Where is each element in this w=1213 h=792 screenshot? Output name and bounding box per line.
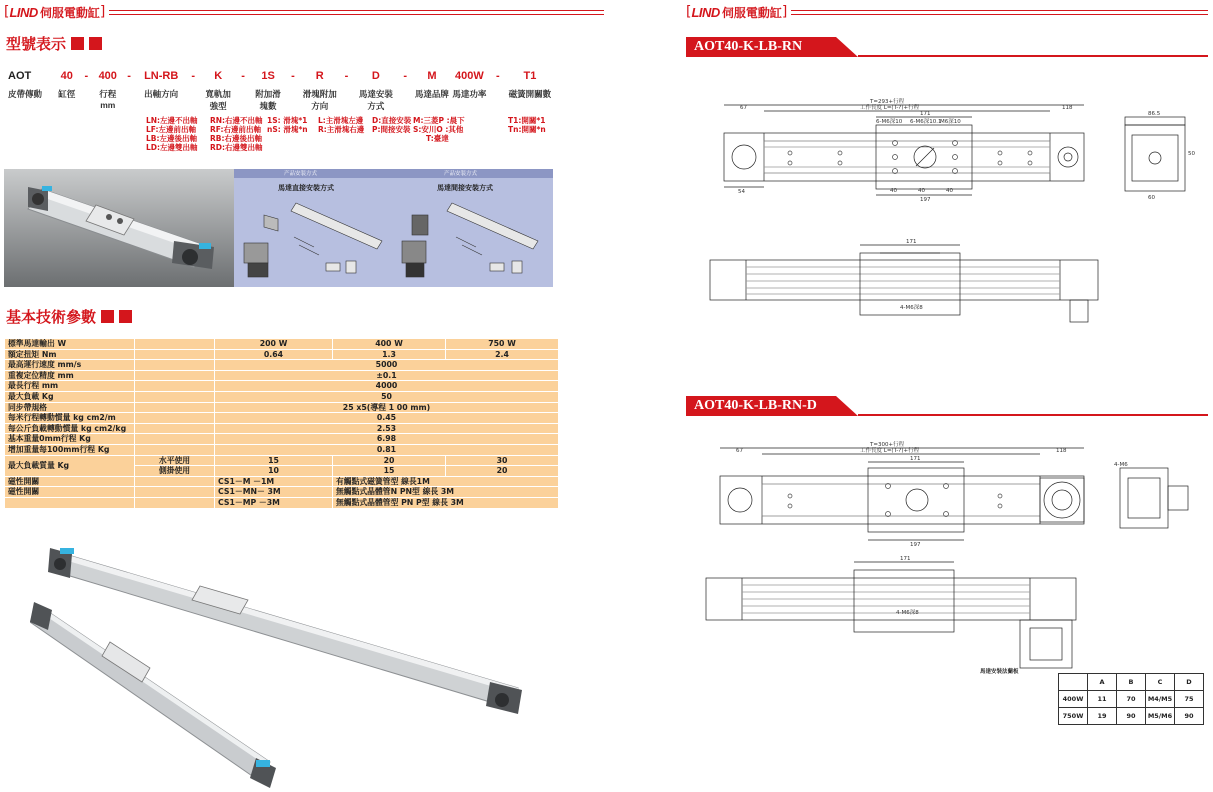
- spec-row: [5, 381, 559, 392]
- model-code-desc: 行程 mm: [99, 89, 119, 110]
- bracket-open-right: [: [686, 4, 692, 20]
- model-code-value: -: [84, 70, 89, 82]
- spec-row: [5, 339, 559, 350]
- dim1-total: T=293+行程: [870, 99, 905, 105]
- motor-dim-cell: [1059, 674, 1088, 691]
- mount-indirect-label: 馬達間接安裝方式: [437, 184, 493, 192]
- spec-row: [5, 423, 559, 434]
- spec-cell: CS1－MN－ 3M: [215, 487, 333, 498]
- model-code-desc: 皮帶傳動: [8, 89, 43, 99]
- motor-dim-cell: 70: [1117, 691, 1146, 708]
- brand-header-right: [686, 3, 1208, 21]
- band-model-2: [686, 396, 1208, 416]
- spec-cell: 磁性開關: [5, 487, 135, 498]
- brand-name-right: 伺服電動缸: [721, 5, 782, 20]
- product-photo: [4, 169, 234, 287]
- model-code-value: 400W: [454, 70, 484, 82]
- spec-row: [5, 413, 559, 424]
- model-code-segment: [77, 70, 95, 112]
- option-axis-left: LN:左邊不出軸 LF:左邊前出軸 LB:左邊後出軸 LD:左邊雙出軸: [146, 116, 198, 152]
- product-photo-bottom: [30, 530, 540, 792]
- dim1-m6b: 6-M6深10.1: [910, 119, 942, 125]
- spec-cell: 2.4: [446, 349, 559, 360]
- spec-cell: 10: [215, 466, 333, 477]
- model-code-segment: [450, 70, 489, 112]
- spec-cell: 750 W: [446, 339, 559, 350]
- model-code-segment: [202, 70, 234, 112]
- spec-row-switch: [5, 487, 559, 498]
- model-code-segment: [507, 70, 553, 112]
- spec-row-switch: [5, 476, 559, 487]
- spec-row: [5, 444, 559, 455]
- spec-cell: 0.64: [215, 349, 333, 360]
- mount-flange-note: 馬達安裝法蘭板: [980, 669, 1019, 675]
- model-code-value: 1S: [261, 70, 275, 82]
- model-code-desc: 馬達功率: [452, 89, 487, 99]
- model-code-segment: [284, 70, 302, 112]
- motor-dim-cell: 19: [1088, 708, 1117, 725]
- spec-row: [5, 370, 559, 381]
- model-title: 型號表示: [6, 33, 102, 54]
- spec-cell: 25 x5(導程 1 00 mm): [215, 402, 559, 413]
- model-code-segment: [120, 70, 138, 112]
- model-code: [8, 70, 553, 111]
- dim1-hole: 4-M6深8: [900, 305, 923, 311]
- dim1-stroke: 工作長度 L=(T-?)+行程: [860, 105, 920, 111]
- spec-cell: CS1－MP －3M: [215, 497, 333, 508]
- motor-dim-cell: M4/M5: [1146, 691, 1175, 708]
- spec-cell: 無觸點式晶體管型 PN P型 線長 3M: [333, 497, 559, 508]
- model-code-value: -: [241, 70, 245, 82]
- model-code-segment: [56, 70, 77, 112]
- spec-cell: 2.53: [215, 423, 559, 434]
- model-code-segment: [234, 70, 252, 112]
- mount-tab-2: 产品安装方式: [444, 171, 478, 177]
- drawing-aot40-k-lb-rn: [700, 95, 1200, 340]
- spec-cell: 50: [215, 391, 559, 402]
- dim1-67: 67: [740, 105, 747, 111]
- spec-cell: [135, 402, 215, 413]
- spec-cell: 每米行程轉動慣量 kg cm2/m: [5, 413, 135, 424]
- model-code-value: LN-RB: [144, 70, 179, 82]
- spec-cell: [135, 413, 215, 424]
- spec-cell: ±0.1: [215, 370, 559, 381]
- model-code-value: D: [371, 70, 380, 82]
- model-code-value: R: [315, 70, 324, 82]
- bracket-close: ]: [99, 4, 106, 20]
- dim2-118: 118: [1056, 448, 1067, 454]
- mount-exploded-drawing: [234, 191, 553, 287]
- motor-dim-cell: B: [1117, 674, 1146, 691]
- model-code-desc: 馬達品牌: [414, 89, 449, 99]
- spec-cell: 20: [333, 455, 446, 466]
- spec-cell: [135, 444, 215, 455]
- spec-cell: CS1－M －1M: [215, 476, 333, 487]
- spec-cell: [135, 339, 215, 350]
- model-code-segment: [138, 70, 184, 112]
- spec-cell: 5000: [215, 360, 559, 371]
- spec-title: 基本技術參數: [6, 306, 132, 327]
- spec-cell: [135, 487, 215, 498]
- spec-cell: [135, 381, 215, 392]
- model-code-desc: 寬軌加強型: [205, 89, 231, 111]
- spec-row: [5, 402, 559, 413]
- dim2-total: T=300+行程: [870, 442, 905, 448]
- spec-cell: 最大負載質量 Kg: [5, 455, 135, 476]
- spec-cell: 15: [215, 455, 333, 466]
- option-slider: 1S: 滑塊*1 nS: 滑塊*n: [267, 116, 308, 134]
- motor-dim-cell: 750W: [1059, 708, 1088, 725]
- spec-cell: [135, 370, 215, 381]
- band-model-2-label: AOT40-K-LB-RN-D: [686, 396, 836, 416]
- model-code-desc: 缸徑: [58, 89, 76, 99]
- dim1-60: 60: [1148, 195, 1155, 201]
- spec-row: [5, 391, 559, 402]
- header-rule: [109, 10, 604, 15]
- spec-cell: [5, 497, 135, 508]
- header-rule-right: [791, 10, 1208, 15]
- dim2-197: 197: [910, 542, 921, 548]
- dim1-197: 197: [920, 197, 931, 203]
- model-code-segment: [414, 70, 450, 112]
- spec-cell: 最長行程 mm: [5, 381, 135, 392]
- motor-dim-row: [1059, 691, 1204, 708]
- spec-cell: [135, 497, 215, 508]
- bracket-close-right: ]: [781, 4, 788, 20]
- model-code-value: M: [427, 70, 437, 82]
- option-direction: L:主滑塊左邊 R:主滑塊右邊: [318, 116, 365, 134]
- spec-cell: 最大負載 Kg: [5, 391, 135, 402]
- dim1-118: 118: [1062, 105, 1073, 111]
- spec-cell: 每公斤負載轉動慣量 kg cm2/kg: [5, 423, 135, 434]
- model-code-value: -: [403, 70, 408, 82]
- motor-dim-cell: 11: [1088, 691, 1117, 708]
- dim1-m6c: M6深10: [940, 119, 961, 125]
- motor-dim-table-wrap: [1058, 673, 1204, 725]
- spec-cell: 標準馬達輸出 W: [5, 339, 135, 350]
- spec-cell: 15: [333, 466, 446, 477]
- model-code-desc: 滑塊附加方向: [302, 89, 337, 111]
- option-switch: T1:開關*1 Tn:開關*n: [508, 116, 546, 134]
- spec-row-switch: [5, 497, 559, 508]
- spec-cell: 同步帶規格: [5, 402, 135, 413]
- band-model-1: [686, 37, 1208, 57]
- spec-row-load: [5, 455, 559, 466]
- model-code-value: -: [191, 70, 196, 82]
- dim1-171: 171: [920, 111, 931, 117]
- model-code-value: K: [214, 70, 223, 82]
- motor-dim-cell: 90: [1175, 708, 1204, 725]
- mount-direct-label: 馬達直接安裝方式: [278, 184, 334, 192]
- motor-dim-cell: 75: [1175, 691, 1204, 708]
- spec-cell: 0.81: [215, 444, 559, 455]
- dim2-171: 171: [910, 456, 921, 462]
- motor-dim-cell: A: [1088, 674, 1117, 691]
- spec-table-wrap: [4, 338, 559, 509]
- spec-row: [5, 360, 559, 371]
- motor-dim-cell: 400W: [1059, 691, 1088, 708]
- band-model-1-label: AOT40-K-LB-RN: [686, 37, 836, 57]
- option-mount: D:直接安裝 P:間接安裝: [372, 116, 412, 134]
- actuator-rails-illustration: [30, 530, 540, 792]
- dim1-40a: 40: [890, 188, 897, 194]
- model-code-row: [8, 70, 553, 112]
- model-code-desc: 出軸方向: [144, 89, 179, 99]
- spec-cell: [135, 360, 215, 371]
- dim1-54: 54: [738, 189, 745, 195]
- model-code-value: -: [291, 70, 295, 82]
- spec-cell: 增加重量每100mm行程 Kg: [5, 444, 135, 455]
- bracket-open: [: [4, 4, 10, 20]
- model-code-value: AOT: [8, 70, 32, 82]
- actuator-photo-illustration: [4, 169, 234, 287]
- spec-row: [5, 434, 559, 445]
- brand-header-left: [4, 3, 604, 21]
- dim2-hole: 4-M6深8: [896, 610, 919, 616]
- spec-cell: 側掛使用: [135, 466, 215, 477]
- motor-dim-cell: 90: [1117, 708, 1146, 725]
- dim1-50: 50: [1188, 151, 1195, 157]
- model-code-segment: [95, 70, 120, 112]
- model-code-value: 40: [60, 70, 73, 82]
- spec-cell: 0.45: [215, 413, 559, 424]
- motor-dim-table: [1058, 673, 1204, 725]
- model-code-value: T1: [523, 70, 537, 82]
- spec-cell: 20: [446, 466, 559, 477]
- dim1-m6: 6-M6深10: [876, 119, 903, 125]
- spec-cell: [135, 434, 215, 445]
- spec-cell: [135, 391, 215, 402]
- spec-cell: [135, 349, 215, 360]
- dim2-stroke: 工作長度 L=(T-?)+行程: [860, 448, 920, 454]
- spec-cell: 200 W: [215, 339, 333, 350]
- motor-dim-cell: C: [1146, 674, 1175, 691]
- model-code-segment: [252, 70, 284, 112]
- spec-cell: [135, 423, 215, 434]
- motor-dim-cell: M5/M6: [1146, 708, 1175, 725]
- spec-cell: 無觸點式晶體管N PN型 線長 3M: [333, 487, 559, 498]
- model-code-segment: [489, 70, 507, 112]
- spec-table: [4, 338, 559, 509]
- model-code-value: -: [127, 70, 131, 82]
- dim2-171-side: 171: [900, 556, 911, 562]
- mount-tab-1: 产品安装方式: [284, 171, 318, 177]
- spec-cell: 水平使用: [135, 455, 215, 466]
- option-motor: M:三菱P :晨下 S:安川O :其他 T:臺達: [413, 116, 465, 143]
- brand-name: 伺服電動缸: [39, 5, 100, 20]
- dim2-67: 67: [736, 448, 743, 454]
- model-code-value: -: [344, 70, 349, 82]
- spec-cell: 額定扭矩 Nm: [5, 349, 135, 360]
- motor-dim-header: [1059, 674, 1204, 691]
- spec-cell: 4000: [215, 381, 559, 392]
- dim2-m8: 4-M6: [1114, 462, 1128, 468]
- model-code-segment: [338, 70, 356, 112]
- drawing-aot40-k-lb-rn-d: [700, 438, 1200, 688]
- model-code-desc: 磁簧開關數: [508, 89, 552, 99]
- spec-cell: 1.3: [333, 349, 446, 360]
- spec-cell: 磁性開關: [5, 476, 135, 487]
- model-code-value: -: [496, 70, 500, 82]
- model-code-desc: 馬達安裝方式: [358, 89, 393, 111]
- spec-cell: 重複定位精度 mm: [5, 370, 135, 381]
- spec-cell: 最高運行速度 mm/s: [5, 360, 135, 371]
- dim1-40b: 40: [918, 188, 925, 194]
- model-code-segment: [396, 70, 414, 112]
- spec-cell: 400 W: [333, 339, 446, 350]
- spec-cell: 有觸點式磁簧管型 線長1M: [333, 476, 559, 487]
- mount-panel-tabs: [234, 169, 553, 178]
- brand-logo: LIND: [9, 4, 38, 20]
- dim1-86: 86.5: [1148, 111, 1161, 117]
- model-code-segment: [355, 70, 396, 112]
- model-code-segment: [8, 70, 56, 112]
- model-code-desc: 附加滑塊數: [255, 89, 281, 111]
- dim1-171-side: 171: [906, 239, 917, 245]
- dim1-40c: 40: [946, 188, 953, 194]
- option-axis-right: RN:右邊不出軸 RF:右邊前出軸 RB:右邊後出軸 RD:右邊雙出軸: [210, 116, 263, 152]
- spec-cell: [135, 476, 215, 487]
- spec-cell: 30: [446, 455, 559, 466]
- brand-logo-right: LIND: [691, 4, 720, 20]
- model-code-segment: [302, 70, 338, 112]
- spec-cell: 6.98: [215, 434, 559, 445]
- spec-row: [5, 349, 559, 360]
- spec-cell: 基本重量0mm行程 Kg: [5, 434, 135, 445]
- mount-panel: [234, 169, 553, 287]
- model-code-value: 400: [98, 70, 117, 82]
- motor-dim-row: [1059, 708, 1204, 725]
- model-code-segment: [184, 70, 202, 112]
- motor-dim-cell: D: [1175, 674, 1204, 691]
